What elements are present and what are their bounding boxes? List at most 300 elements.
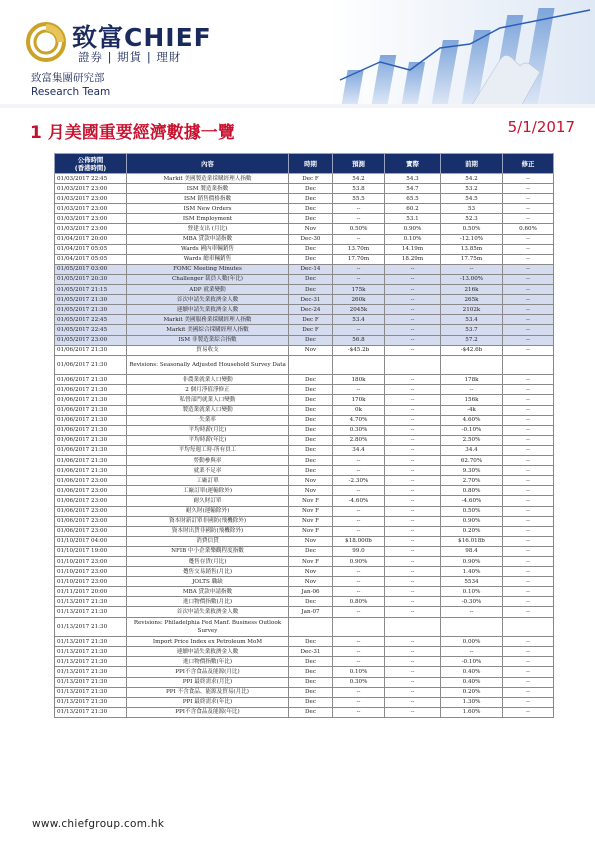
table-cell: -- xyxy=(333,607,385,617)
table-cell: -- xyxy=(333,274,385,284)
table-cell: 躉售存貨(月比) xyxy=(127,556,289,566)
table-cell: -- xyxy=(333,526,385,536)
table-row xyxy=(55,385,554,395)
table-row xyxy=(55,486,554,496)
table-cell: Dec xyxy=(289,244,333,254)
table-cell: Dec xyxy=(289,667,333,677)
table-cell xyxy=(441,355,503,375)
table-cell: 01/06/2017 23:00 xyxy=(55,516,127,526)
table-row xyxy=(55,637,554,647)
table-cell: 首次申請失業救濟金人數 xyxy=(127,607,289,617)
table-cell: -- xyxy=(385,607,441,617)
table-row xyxy=(55,516,554,526)
table-cell: 耐久財(運輸除外) xyxy=(127,506,289,516)
table-row xyxy=(55,506,554,516)
table-cell: MBA 貸款申請指數 xyxy=(127,234,289,244)
table-cell: Dec xyxy=(289,214,333,224)
table-cell: Dec xyxy=(289,677,333,687)
table-cell: 01/05/2017 23:00 xyxy=(55,335,127,345)
table-cell: Dec xyxy=(289,204,333,214)
table-row xyxy=(55,697,554,707)
table-cell: -- xyxy=(385,385,441,395)
table-cell: Dec xyxy=(289,254,333,264)
table-cell: -- xyxy=(503,607,554,617)
table-cell: -- xyxy=(385,597,441,607)
table-cell: Wards 國內車輛銷售 xyxy=(127,244,289,254)
table-cell: -- xyxy=(503,254,554,264)
column-header: 修正 xyxy=(503,154,554,174)
table-cell: -- xyxy=(333,516,385,526)
table-cell xyxy=(441,617,503,637)
table-cell: 56.8 xyxy=(333,335,385,345)
table-cell: PPI不含食品及能源(月比) xyxy=(127,667,289,677)
table-cell: Dec xyxy=(289,285,333,295)
table-cell: -- xyxy=(385,295,441,305)
table-cell: -- xyxy=(503,285,554,295)
table-cell: 60.2 xyxy=(385,204,441,214)
table-cell: -- xyxy=(503,234,554,244)
table-cell: 52.3 xyxy=(441,214,503,224)
table-cell: -- xyxy=(503,516,554,526)
chief-logo-icon xyxy=(26,22,66,62)
table-cell: 2.50% xyxy=(441,435,503,445)
table-row xyxy=(55,264,554,274)
table-cell: -- xyxy=(385,526,441,536)
table-cell: 99.0 xyxy=(333,546,385,556)
table-cell: 98.4 xyxy=(441,546,503,556)
table-cell: 54.7 xyxy=(385,184,441,194)
table-cell: -0.10% xyxy=(441,425,503,435)
table-cell: ISM 銷售價格指數 xyxy=(127,194,289,204)
table-cell: -- xyxy=(385,567,441,577)
table-cell: 53.7 xyxy=(441,325,503,335)
table-row xyxy=(55,546,554,556)
table-cell: -- xyxy=(441,607,503,617)
table-cell: Revisions: Seasonally Adjusted Household Survey Data xyxy=(127,355,289,375)
table-row xyxy=(55,295,554,305)
table-cell: 0.90% xyxy=(441,556,503,566)
table-cell: -- xyxy=(333,486,385,496)
table-cell: -- xyxy=(333,647,385,657)
table-cell xyxy=(333,617,385,637)
table-cell: -- xyxy=(333,577,385,587)
table-cell: Dec xyxy=(289,697,333,707)
table-cell: 17.70m xyxy=(333,254,385,264)
table-cell: Markit 美國綜合採購經理人指數 xyxy=(127,325,289,335)
table-cell: PPI 不含食品、能源及貿易(月比) xyxy=(127,687,289,697)
table-cell: -- xyxy=(503,184,554,194)
table-cell: 01/05/2017 21:15 xyxy=(55,285,127,295)
table-cell: 01/06/2017 21:30 xyxy=(55,345,127,355)
table-cell: Dec xyxy=(289,335,333,345)
table-cell: Dec-30 xyxy=(289,234,333,244)
table-cell: 01/13/2017 21:30 xyxy=(55,707,127,717)
table-cell: -- xyxy=(441,385,503,395)
table-cell: Nov xyxy=(289,577,333,587)
table-cell: 2102k xyxy=(441,305,503,315)
table-cell: -- xyxy=(385,657,441,667)
table-cell: -- xyxy=(503,295,554,305)
table-row xyxy=(55,687,554,697)
table-cell: 貿易收支 xyxy=(127,345,289,355)
table-cell: 156k xyxy=(441,395,503,405)
table-cell: Jan-07 xyxy=(289,607,333,617)
table-cell: 0.90% xyxy=(333,556,385,566)
table-cell: 01/10/2017 23:00 xyxy=(55,577,127,587)
table-cell: 01/13/2017 21:30 xyxy=(55,607,127,617)
table-cell: 01/06/2017 21:30 xyxy=(55,385,127,395)
table-cell: 260k xyxy=(333,295,385,305)
table-cell: 01/10/2017 23:00 xyxy=(55,567,127,577)
table-cell: 私營部門就業人口變動 xyxy=(127,395,289,405)
table-cell: Dec xyxy=(289,637,333,647)
table-row xyxy=(55,285,554,295)
table-cell: 01/06/2017 21:30 xyxy=(55,445,127,455)
table-cell: -- xyxy=(385,375,441,385)
column-header: 實際 xyxy=(385,154,441,174)
table-cell: -2.30% xyxy=(333,476,385,486)
table-cell: Jan-06 xyxy=(289,587,333,597)
table-cell: Nov xyxy=(289,486,333,496)
table-cell: 0k xyxy=(333,405,385,415)
table-cell: PPI 最終需求(年比) xyxy=(127,697,289,707)
table-row xyxy=(55,174,554,184)
table-cell: 01/04/2017 20:00 xyxy=(55,234,127,244)
table-cell: ISM Employment xyxy=(127,214,289,224)
table-cell: -- xyxy=(385,486,441,496)
table-cell: 01/13/2017 21:30 xyxy=(55,637,127,647)
table-row xyxy=(55,405,554,415)
table-cell: ISM New Orders xyxy=(127,204,289,214)
table-cell: 01/03/2017 23:00 xyxy=(55,224,127,234)
table-cell: 0.30% xyxy=(333,425,385,435)
table-cell: 製造業就業人口變動 xyxy=(127,405,289,415)
table-cell: 1.40% xyxy=(441,567,503,577)
table-cell: 非農業就業人口變動 xyxy=(127,375,289,385)
table-cell: Dec xyxy=(289,466,333,476)
table-cell: 34.4 xyxy=(333,445,385,455)
table-cell: -- xyxy=(503,445,554,455)
table-row xyxy=(55,194,554,204)
table-cell: 平均時薪(月比) xyxy=(127,425,289,435)
table-cell: -- xyxy=(333,234,385,244)
table-cell: -- xyxy=(503,264,554,274)
table-cell: -- xyxy=(503,345,554,355)
table-cell: 01/05/2017 20:30 xyxy=(55,274,127,284)
table-cell: 55.5 xyxy=(333,194,385,204)
table-cell: Dec xyxy=(289,405,333,415)
table-cell: Dec xyxy=(289,184,333,194)
table-cell: -- xyxy=(333,587,385,597)
table-cell: -- xyxy=(503,637,554,647)
table-cell: -- xyxy=(385,516,441,526)
table-row xyxy=(55,667,554,677)
table-cell: Dec xyxy=(289,445,333,455)
table-cell: 53.2 xyxy=(441,184,503,194)
table-cell: Dec xyxy=(289,425,333,435)
table-cell xyxy=(385,617,441,637)
table-cell: Nov F xyxy=(289,506,333,516)
table-cell: Dec xyxy=(289,456,333,466)
table-cell: -- xyxy=(333,707,385,717)
table-cell: 53.8 xyxy=(333,184,385,194)
table-cell: 54.3 xyxy=(385,174,441,184)
table-cell: 0.50% xyxy=(333,224,385,234)
table-cell: -- xyxy=(503,667,554,677)
table-cell: 54.2 xyxy=(441,174,503,184)
column-header: 內容 xyxy=(127,154,289,174)
table-cell xyxy=(385,355,441,375)
table-cell: -- xyxy=(503,274,554,284)
table-cell: 01/06/2017 23:00 xyxy=(55,496,127,506)
table-cell: 1.30% xyxy=(441,697,503,707)
table-cell: -- xyxy=(385,556,441,566)
table-row xyxy=(55,184,554,194)
table-cell: Nov F xyxy=(289,526,333,536)
table-cell: -- xyxy=(503,657,554,667)
page-title: 1 月美國重要經濟數據一覽 xyxy=(30,123,235,143)
table-cell: 消費信貸 xyxy=(127,536,289,546)
table-cell: -- xyxy=(503,325,554,335)
table-cell: -- xyxy=(503,587,554,597)
table-cell: -- xyxy=(385,415,441,425)
table-row xyxy=(55,274,554,284)
table-cell: -- xyxy=(385,707,441,717)
table-cell: 01/06/2017 21:30 xyxy=(55,355,127,375)
table-cell: -- xyxy=(385,335,441,345)
economic-data-table xyxy=(54,153,554,718)
table-cell: -12.10% xyxy=(441,234,503,244)
table-row xyxy=(55,617,554,637)
table-cell: Import Price Index ex Petroleum MoM xyxy=(127,637,289,647)
table-cell: 01/06/2017 23:00 xyxy=(55,526,127,536)
table-row xyxy=(55,325,554,335)
table-cell: 01/06/2017 21:30 xyxy=(55,425,127,435)
table-cell: 01/10/2017 04:00 xyxy=(55,536,127,546)
table-cell: -- xyxy=(503,335,554,345)
table-row xyxy=(55,234,554,244)
table-row xyxy=(55,707,554,717)
table-cell: -- xyxy=(503,526,554,536)
table-cell: PPI不含食品及能源(年比) xyxy=(127,707,289,717)
table-cell: -- xyxy=(333,466,385,476)
table-cell: -- xyxy=(385,697,441,707)
table-cell: 1.60% xyxy=(441,707,503,717)
table-cell: 0.40% xyxy=(441,677,503,687)
table-row xyxy=(55,496,554,506)
table-cell: -- xyxy=(503,707,554,717)
table-cell: Dec xyxy=(289,435,333,445)
table-cell: 34.4 xyxy=(441,445,503,455)
table-cell: 工廠訂單 xyxy=(127,476,289,486)
table-cell: -- xyxy=(333,214,385,224)
table-cell: -- xyxy=(441,264,503,274)
table-cell: -- xyxy=(503,567,554,577)
table-row xyxy=(55,647,554,657)
table-cell: Wards 總車輛銷售 xyxy=(127,254,289,264)
table-cell: $16.018b xyxy=(441,536,503,546)
table-row xyxy=(55,526,554,536)
table-cell: -- xyxy=(333,456,385,466)
table-cell: -- xyxy=(503,687,554,697)
table-row xyxy=(55,445,554,455)
table-cell: Dec F xyxy=(289,315,333,325)
table-cell: -- xyxy=(503,456,554,466)
table-cell: ADP 就業變動 xyxy=(127,285,289,295)
table-cell: Dec F xyxy=(289,174,333,184)
table-cell: 01/13/2017 21:30 xyxy=(55,657,127,667)
table-cell: 連續申請失業救濟金人數 xyxy=(127,647,289,657)
table-cell: 0.10% xyxy=(385,234,441,244)
table-cell: -- xyxy=(503,395,554,405)
table-cell: 就業不足率 xyxy=(127,466,289,476)
column-header: 前期 xyxy=(441,154,503,174)
table-cell: -4k xyxy=(441,405,503,415)
table-cell: 勞動參與率 xyxy=(127,456,289,466)
table-cell: -- xyxy=(441,647,503,657)
table-cell: Dec xyxy=(289,395,333,405)
table-cell: 01/10/2017 23:00 xyxy=(55,556,127,566)
table-cell: 01/13/2017 21:30 xyxy=(55,697,127,707)
table-cell: -- xyxy=(385,677,441,687)
table-cell: -- xyxy=(503,486,554,496)
table-cell: 01/13/2017 21:30 xyxy=(55,597,127,607)
table-row xyxy=(55,345,554,355)
table-cell: -$42.6b xyxy=(441,345,503,355)
table-row xyxy=(55,435,554,445)
table-cell: 01/04/2017 05:05 xyxy=(55,244,127,254)
table-cell: FOMC Meeting Minutes xyxy=(127,264,289,274)
table-cell: -- xyxy=(333,325,385,335)
table-cell: -- xyxy=(503,466,554,476)
table-row xyxy=(55,315,554,325)
table-cell: -- xyxy=(385,577,441,587)
table-cell: $18.000b xyxy=(333,536,385,546)
table-row xyxy=(55,305,554,315)
table-cell: -- xyxy=(503,204,554,214)
table-cell: Dec xyxy=(289,274,333,284)
table-cell: 平均每週工時-所有員工 xyxy=(127,445,289,455)
table-cell: Nov xyxy=(289,536,333,546)
table-cell: 65.5 xyxy=(385,194,441,204)
table-cell: 0.20% xyxy=(441,687,503,697)
table-cell: 01/13/2017 21:30 xyxy=(55,667,127,677)
table-cell: Dec xyxy=(289,375,333,385)
table-row xyxy=(55,657,554,667)
table-cell: -- xyxy=(503,677,554,687)
table-cell: -- xyxy=(503,305,554,315)
table-cell: -- xyxy=(385,687,441,697)
table-cell: -- xyxy=(503,174,554,184)
table-cell: -4.60% xyxy=(441,496,503,506)
report-date: 5/1/2017 xyxy=(507,118,575,136)
table-cell: -- xyxy=(385,405,441,415)
table-cell: 13.70m xyxy=(333,244,385,254)
table-cell: 0.00% xyxy=(441,637,503,647)
table-cell: 53.4 xyxy=(333,315,385,325)
table-cell: 01/06/2017 21:30 xyxy=(55,415,127,425)
table-cell: 01/13/2017 21:30 xyxy=(55,687,127,697)
table-cell: -- xyxy=(333,506,385,516)
table-cell: 01/06/2017 21:30 xyxy=(55,405,127,415)
table-cell: 0.80% xyxy=(441,486,503,496)
table-cell: 01/06/2017 21:30 xyxy=(55,466,127,476)
table-cell: 0.20% xyxy=(441,526,503,536)
table-cell xyxy=(503,617,554,637)
table-body xyxy=(55,174,554,718)
table-cell: 180k xyxy=(333,375,385,385)
table-cell: 0.50% xyxy=(441,506,503,516)
department-chinese: 致富集團研究部 xyxy=(31,72,105,84)
table-cell: -- xyxy=(503,385,554,395)
table-cell: 18.29m xyxy=(385,254,441,264)
table-cell: MBA 貸款申請指數 xyxy=(127,587,289,597)
table-cell: -- xyxy=(385,466,441,476)
table-cell: -- xyxy=(385,496,441,506)
table-cell: 0.60% xyxy=(503,224,554,234)
table-cell: 失業率 xyxy=(127,415,289,425)
table-cell: -- xyxy=(503,597,554,607)
table-cell: 0.10% xyxy=(441,587,503,597)
logo-wordmark: 致富CHIEF xyxy=(72,23,212,52)
table-row xyxy=(55,476,554,486)
table-row xyxy=(55,355,554,375)
table-cell: 01/06/2017 21:30 xyxy=(55,375,127,385)
table-cell: -- xyxy=(503,425,554,435)
table-cell: 躉售交易銷售(月比) xyxy=(127,567,289,577)
table-cell: 首次申請失業救濟金人數 xyxy=(127,295,289,305)
table-cell: 265k xyxy=(441,295,503,305)
table-cell: ISM 製造業指數 xyxy=(127,184,289,194)
table-cell: -- xyxy=(385,395,441,405)
table-cell: Nov xyxy=(289,476,333,486)
table-cell: -- xyxy=(385,305,441,315)
table-cell: Dec-24 xyxy=(289,305,333,315)
table-cell: 170k xyxy=(333,395,385,405)
table-row xyxy=(55,244,554,254)
table-cell: 01/05/2017 21:30 xyxy=(55,305,127,315)
table-row xyxy=(55,587,554,597)
logo-tagline: 證券 | 期貨 | 理財 xyxy=(78,50,182,64)
table-cell: -- xyxy=(333,657,385,667)
table-cell: -- xyxy=(385,667,441,677)
table-cell: NFIB 中小企業樂觀程度指數 xyxy=(127,546,289,556)
table-cell: Nov F xyxy=(289,556,333,566)
table-row xyxy=(55,224,554,234)
table-cell: -- xyxy=(503,647,554,657)
table-cell: 0.30% xyxy=(333,677,385,687)
table-cell: -4.60% xyxy=(333,496,385,506)
table-cell: -- xyxy=(385,285,441,295)
table-row xyxy=(55,577,554,587)
table-cell: 01/13/2017 21:30 xyxy=(55,647,127,657)
table-cell: 9.30% xyxy=(441,466,503,476)
table-cell: -- xyxy=(385,435,441,445)
table-cell: -- xyxy=(385,345,441,355)
table-cell: -- xyxy=(333,204,385,214)
table-cell: Nov F xyxy=(289,516,333,526)
table-cell: -- xyxy=(503,496,554,506)
table-cell: -- xyxy=(385,637,441,647)
table-cell: 平均時薪(年比) xyxy=(127,435,289,445)
table-cell: 13.85m xyxy=(441,244,503,254)
table-cell: 01/04/2017 05:05 xyxy=(55,254,127,264)
table-cell: 175k xyxy=(333,285,385,295)
table-cell: 5534 xyxy=(441,577,503,587)
table-cell: Revisions: Philadelphia Fed Manf. Business Outlook Survey xyxy=(127,617,289,637)
table-row xyxy=(55,335,554,345)
column-header: 時期 xyxy=(289,154,333,174)
